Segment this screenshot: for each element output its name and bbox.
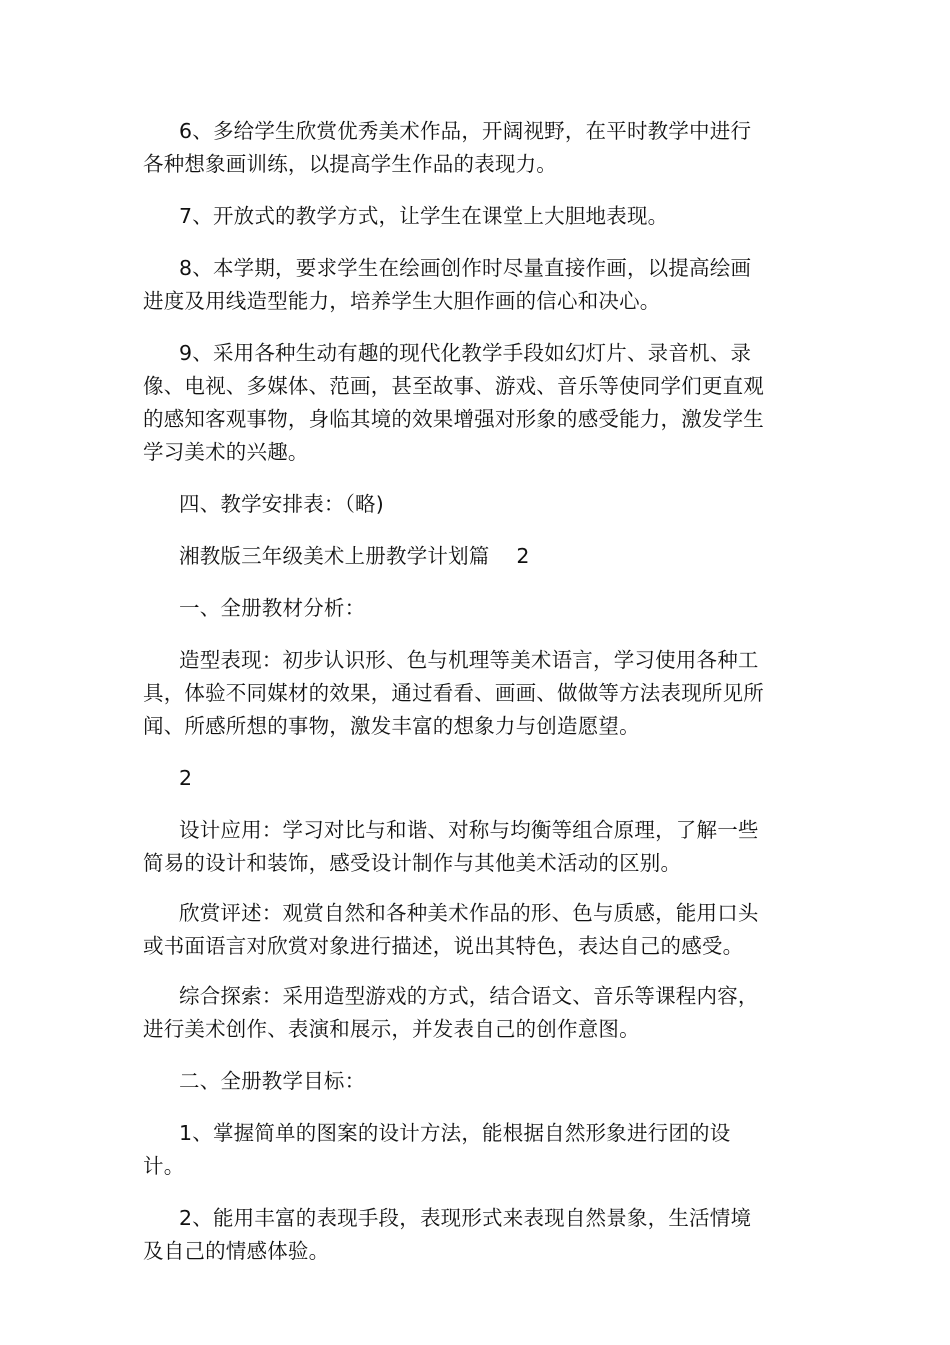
article-title: 湘教版三年级美术上册教学计划篇 2: [179, 544, 530, 568]
paragraph-item-8: 8、本学期，要求学生在绘画创作时尽量直接作画，以提高绘画进度及用线造型能力，培养学生大胆作画的信心和决心。: [143, 256, 752, 313]
section-heading-analysis: 一、全册教材分析：: [179, 596, 366, 620]
document-body: [143, 115, 768, 1268]
paragraph-appreciation: 欣赏评述：观赏自然和各种美术作品的形、色与质感，能用口头或书面语言对欣赏对象进行描述，说出其特色，表达自己的感受。: [143, 901, 759, 958]
paragraph-goal-2: 2、能用丰富的表现手段，表现形式来表现自然景象，生活情境及自己的情感体验。: [143, 1206, 752, 1263]
paragraph-item-9: 9、采用各种生动有趣的现代化教学手段如幻灯片、录音机、录像、电视、多媒体、范画，甚至故事、游戏、音乐等使同学们更直观的感知客观事物，身临其境的效果增强对形象的感受能力，激发学生学习美术的兴趣。: [143, 341, 764, 464]
paragraph-modeling: 造型表现：初步认识形、色与机理等美术语言，学习使用各种工具，体验不同媒材的效果，通过看看、画画、做做等方法表现所见所闻、所感所想的事物，激发丰富的想象力与创造愿望。: [143, 648, 764, 738]
paragraph-goal-1: 1、掌握简单的图案的设计方法，能根据自然形象进行团的设计。: [143, 1121, 731, 1178]
paragraph-exploration: 综合探索：采用造型游戏的方式，结合语文、音乐等课程内容，进行美术创作、表演和展示，并发表自己的创作意图。: [143, 984, 759, 1041]
paragraph-item-7: 7、开放式的教学方式，让学生在课堂上大胆地表现。: [179, 204, 669, 228]
paragraph-item-6: 6、多给学生欣赏优秀美术作品，开阔视野，在平时教学中进行各种想象画训练，以提高学生作品的表现力。: [143, 119, 752, 176]
section-heading-schedule: 四、教学安排表：（略): [179, 492, 384, 516]
paragraph-design: 设计应用：学习对比与和谐、对称与均衡等组合原理，了解一些简易的设计和装饰，感受设计制作与其他美术活动的区别。: [143, 818, 759, 875]
section-heading-goals: 二、全册教学目标：: [179, 1069, 366, 1093]
page-number: 2: [179, 766, 193, 790]
